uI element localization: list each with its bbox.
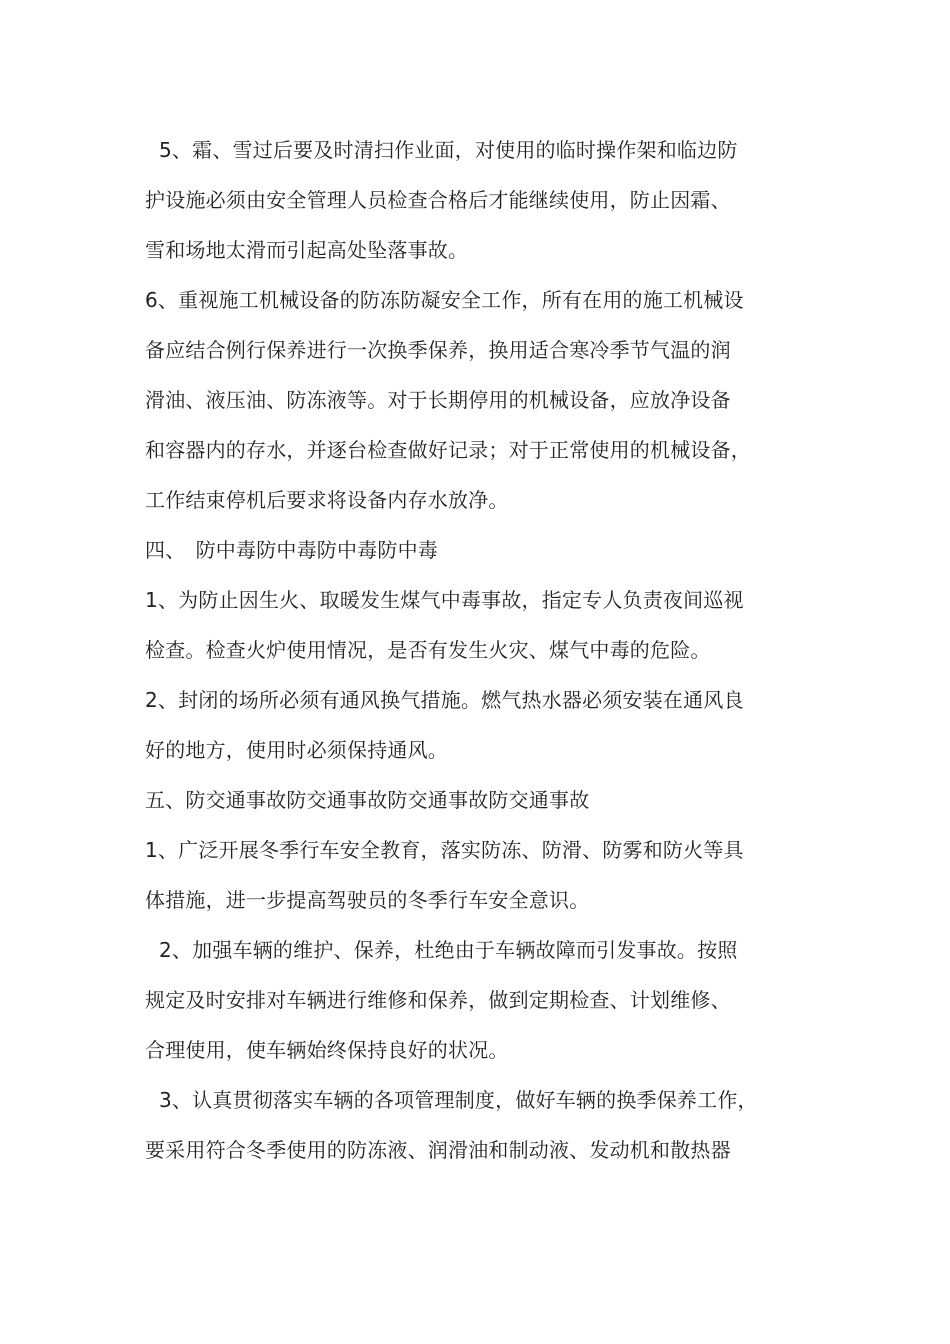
paragraph-line: 规定及时安排对车辆进行维修和保养，做到定期检查、计划维修、 xyxy=(145,988,731,1012)
paragraph-line: 备应结合例行保养进行一次换季保养，换用适合寒冷季节气温的润 xyxy=(145,338,731,362)
paragraph-line: 工作结束停机后要求将设备内存水放净。 xyxy=(145,488,509,512)
paragraph-line: 和容器内的存水，并逐台检查做好记录；对于正常使用的机械设备， xyxy=(145,438,751,462)
paragraph-line: 6、重视施工机械设备的防冻防凝安全工作，所有在用的施工机械设 xyxy=(145,288,744,312)
section-heading: 五、防交通事故防交通事故防交通事故防交通事故 xyxy=(145,788,590,812)
paragraph-line: 要采用符合冬季使用的防冻液、润滑油和制动液、发动机和散热器 xyxy=(145,1138,731,1162)
paragraph-line: 2、封闭的场所必须有通风换气措施。燃气热水器必须安装在通风良 xyxy=(145,688,744,712)
paragraph-line: 3、认真贯彻落实车辆的各项管理制度，做好车辆的换季保养工作， xyxy=(159,1088,758,1112)
paragraph-line: 检查。检查火炉使用情况，是否有发生火灾、煤气中毒的危险。 xyxy=(145,638,711,662)
paragraph-line: 1、为防止因生火、取暖发生煤气中毒事故，指定专人负责夜间巡视 xyxy=(145,588,744,612)
paragraph-line: 1、广泛开展冬季行车安全教育，落实防冻、防滑、防雾和防火等具 xyxy=(145,838,744,862)
paragraph-line: 2、加强车辆的维护、保养，杜绝由于车辆故障而引发事故。按照 xyxy=(159,938,738,962)
paragraph-line: 好的地方，使用时必须保持通风。 xyxy=(145,738,448,762)
paragraph-line: 体措施，进一步提高驾驶员的冬季行车安全意识。 xyxy=(145,888,590,912)
paragraph-line: 滑油、液压油、防冻液等。对于长期停用的机械设备，应放净设备 xyxy=(145,388,731,412)
paragraph-line: 护设施必须由安全管理人员检查合格后才能继续使用，防止因霜、 xyxy=(145,188,731,212)
section-heading: 四、 防中毒防中毒防中毒防中毒 xyxy=(145,538,438,562)
paragraph-line: 合理使用，使车辆始终保持良好的状况。 xyxy=(145,1038,509,1062)
paragraph-line: 雪和场地太滑而引起高处坠落事故。 xyxy=(145,238,469,262)
paragraph-line: 5、霜、雪过后要及时清扫作业面，对使用的临时操作架和临边防 xyxy=(159,138,738,162)
